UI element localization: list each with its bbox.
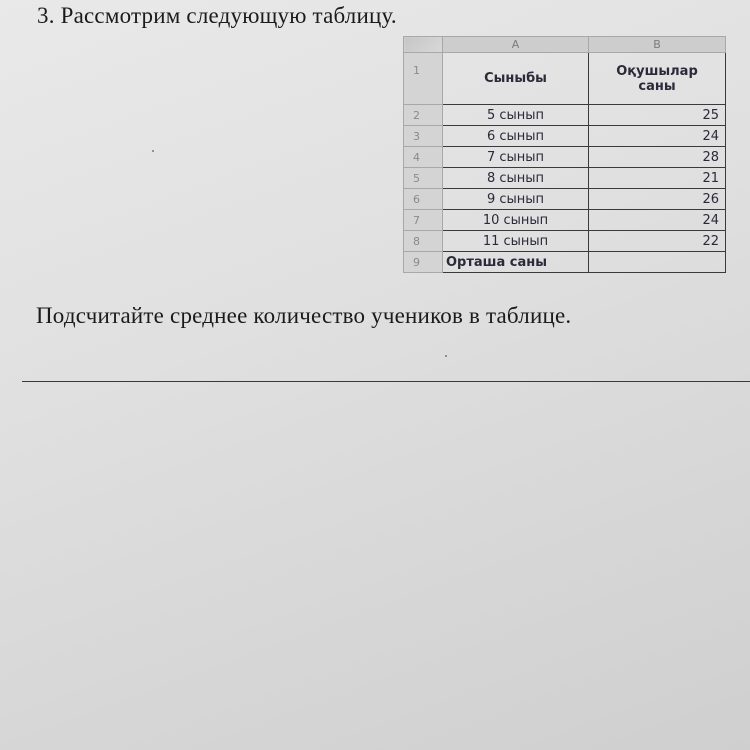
table-row <box>404 126 726 147</box>
header-cell-grade: Сыныбы <box>443 53 589 105</box>
table-row <box>404 210 726 231</box>
average-row <box>404 252 726 273</box>
count-cell: 22 <box>589 231 726 252</box>
count-cell: 21 <box>589 168 726 189</box>
table-header-row <box>404 53 726 105</box>
grade-cell: 9 сынып <box>443 189 589 210</box>
row-number: 6 <box>404 189 443 210</box>
row-number: 7 <box>404 210 443 231</box>
header-cell-student-count-line2: саны <box>638 78 676 94</box>
row-number: 8 <box>404 231 443 252</box>
count-cell: 24 <box>589 210 726 231</box>
row-number: 5 <box>404 168 443 189</box>
row-number: 2 <box>404 105 443 126</box>
grade-cell: 8 сынып <box>443 168 589 189</box>
grade-cell: 11 сынып <box>443 231 589 252</box>
paper-speck <box>152 150 154 152</box>
grade-cell: 5 сынып <box>443 105 589 126</box>
column-header-row <box>404 37 726 53</box>
count-cell: 25 <box>589 105 726 126</box>
grade-cell: 6 сынып <box>443 126 589 147</box>
task-instruction: Подсчитайте среднее количество учеников в таблице. <box>36 303 572 328</box>
column-header-b: B <box>589 37 726 53</box>
paper-speck <box>445 355 447 357</box>
table-row <box>404 189 726 210</box>
table-row <box>404 168 726 189</box>
count-cell: 26 <box>589 189 726 210</box>
grade-cell: 10 сынып <box>443 210 589 231</box>
column-header-a: A <box>443 37 589 53</box>
count-cell: 24 <box>589 126 726 147</box>
row-number: 1 <box>404 53 443 105</box>
average-value-cell[interactable] <box>589 252 726 273</box>
header-cell-student-count-line1: Оқушылар <box>616 63 698 79</box>
answer-line[interactable] <box>22 381 750 382</box>
table-row <box>404 147 726 168</box>
spreadsheet-table <box>403 36 726 273</box>
table-row <box>404 231 726 252</box>
table-row <box>404 105 726 126</box>
row-number: 4 <box>404 147 443 168</box>
count-cell: 28 <box>589 147 726 168</box>
row-number: 3 <box>404 126 443 147</box>
select-all-corner <box>404 37 443 53</box>
grade-cell: 7 сынып <box>443 147 589 168</box>
average-label-cell: Орташа саны <box>443 252 589 273</box>
row-number: 9 <box>404 252 443 273</box>
header-cell-student-count <box>589 53 726 105</box>
question-heading: 3. Рассмотрим следующую таблицу. <box>37 3 397 28</box>
